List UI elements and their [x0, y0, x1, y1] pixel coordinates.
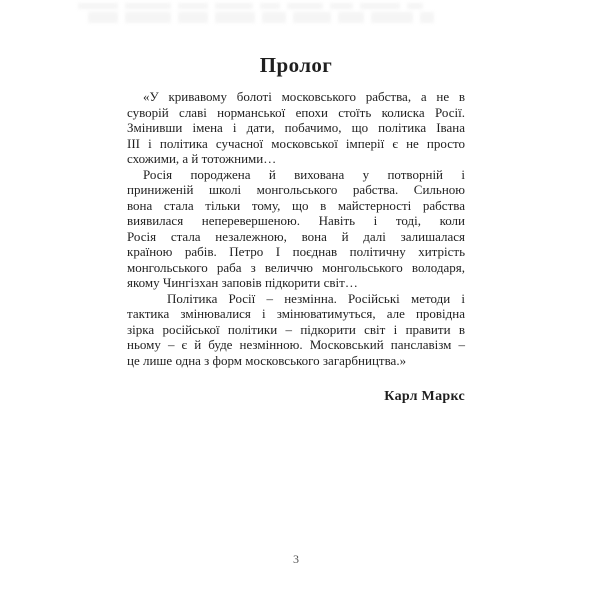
quote-line: Росія стала незалежною, вона й далі залишалася — [127, 228, 465, 244]
quote-line: виявилася неперевершеною. Навіть і тоді, коли — [127, 213, 465, 228]
quote-attribution: Карл Маркс — [384, 389, 465, 404]
quote-line: Росія породжена й вихована у потворній і — [143, 166, 465, 182]
scan-artifact-block — [178, 12, 208, 23]
scan-artifact-block — [330, 3, 353, 9]
quote-line: зірка російської політики – підкорити світ і правити в — [127, 321, 465, 337]
quote-line: це лише одна з форм московського загарбництва.» — [127, 352, 407, 368]
scan-artifact-block — [78, 3, 118, 9]
quote-paragraph — [127, 291, 465, 369]
scan-artifact-block — [360, 3, 400, 9]
scan-artifact-block — [293, 12, 331, 23]
quote-line: країною рабів. Петро I поєднав політичну хитрість — [127, 244, 465, 259]
quote-line: монгольського раба з величчю монгольського володаря, — [127, 259, 465, 275]
quote-line: Політика Росії – незмінна. Російські методи і — [167, 290, 465, 306]
quote-line: «У кривавому болоті московського рабства, а не в — [143, 89, 465, 104]
quote-line: схожими, а й тотожними… — [127, 151, 277, 166]
scan-artifact-block — [420, 12, 434, 23]
quote-line: якому Чингізхан заповів підкорити світ… — [127, 275, 358, 290]
scan-artifact-row — [78, 3, 423, 9]
scan-artifact-block — [407, 3, 423, 9]
scan-artifact-block — [88, 12, 118, 23]
scan-artifact-block — [215, 12, 255, 23]
scan-artifact-block — [338, 12, 364, 23]
quote-line: вона стала тільки тому, що в майстерності рабства — [127, 197, 465, 213]
scan-artifact-block — [262, 12, 286, 23]
page-number: 3 — [293, 552, 299, 566]
quote-line: суворій славі норманської епохи стоїть колиска Росії. — [127, 104, 465, 120]
quote-paragraph — [127, 89, 465, 167]
scan-artifact-block — [371, 12, 413, 23]
quote-line: ньому – є й буде незмінною. Московський панславізм – — [127, 337, 465, 352]
quote-line: Змінивши імена і дати, побачимо, що політика Івана — [127, 120, 465, 135]
scan-artifact-block — [215, 3, 253, 9]
scan-artifact-row — [88, 12, 434, 23]
scan-artifact-block — [178, 3, 208, 9]
scan-artifact-block — [125, 3, 171, 9]
scan-artifact-block — [260, 3, 280, 9]
quote-line: приниженій школі монгольського рабства. Сильною — [127, 182, 465, 197]
quote-line: III і політика сучасної московської імперії є не просто — [127, 135, 465, 151]
quote-paragraph — [127, 167, 465, 291]
quote-line: тактика змінювалися і змінюватимуться, але провідна — [127, 306, 465, 321]
page-text-block — [127, 55, 465, 405]
scan-artifact-block — [125, 12, 171, 23]
page-title: Пролог — [259, 53, 333, 77]
scan-artifact-block — [287, 3, 323, 9]
